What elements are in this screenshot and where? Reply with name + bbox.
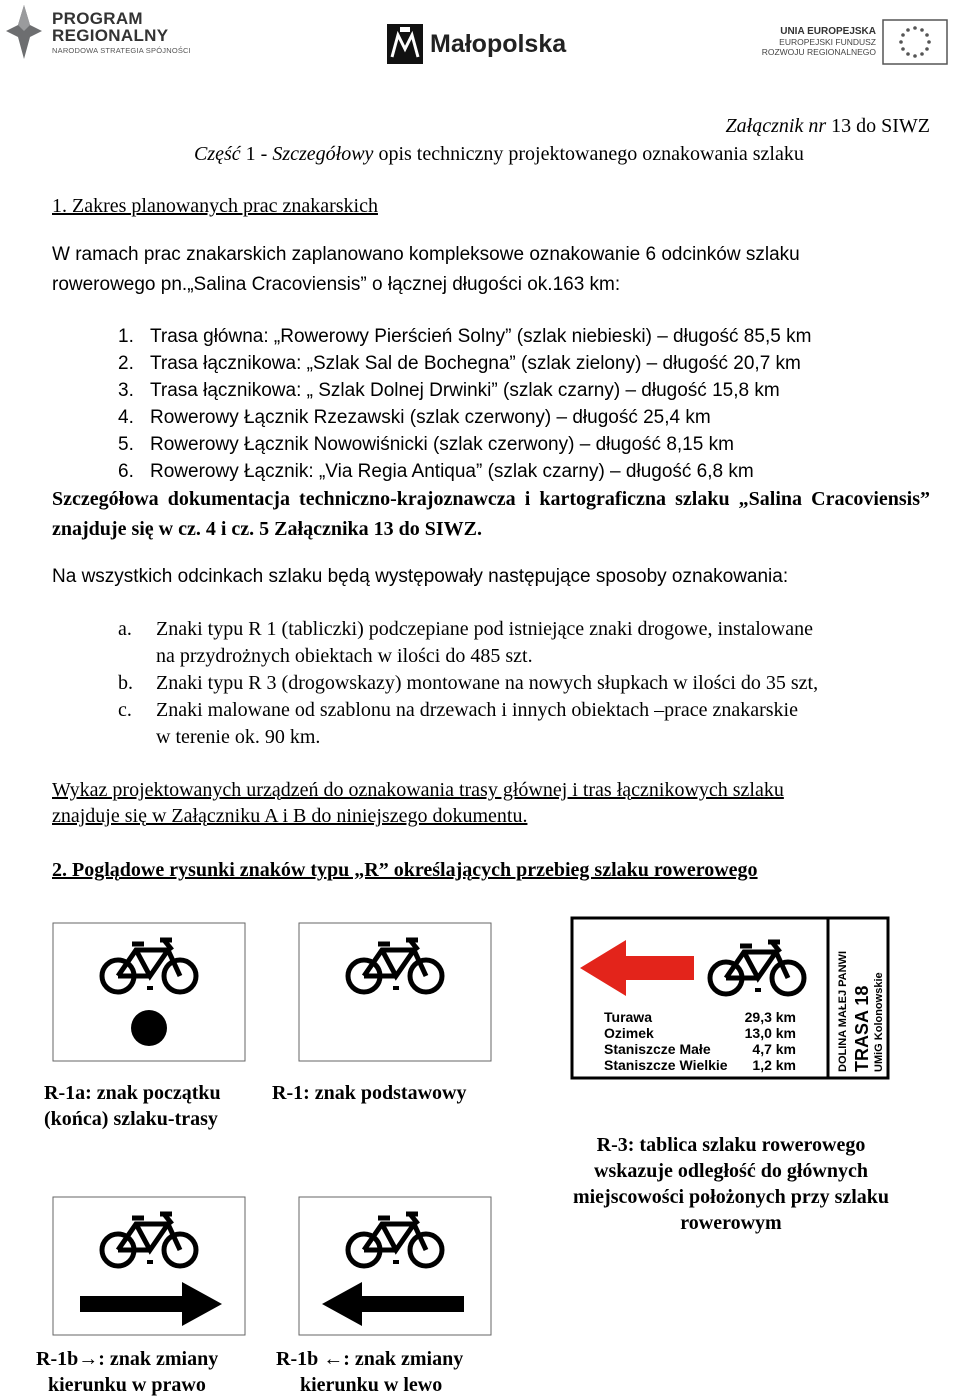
r3-dest-dist: 29,3 km xyxy=(744,1009,796,1025)
r3-board xyxy=(570,916,890,1080)
program-line2: REGIONALNY xyxy=(52,25,169,45)
r1b-right-line2: kierunku w prawo xyxy=(48,1374,206,1396)
r1b-left-caption xyxy=(276,1346,463,1398)
circle-icon xyxy=(131,1010,167,1046)
eu-logo xyxy=(762,16,948,68)
list-note-line2: znajduje się w Załączniku A i B do niniejszego dokumentu. xyxy=(52,805,528,827)
r1-caption: R-1: znak podstawowy xyxy=(272,1082,467,1104)
r3-side-line2: TRASA 18 xyxy=(852,985,872,1072)
methods-intro: Na wszystkich odcinkach szlaku będą występowały następujące sposoby oznakowania: xyxy=(52,566,789,587)
part-d: opis techniczny projektowanego oznakowania szlaku xyxy=(373,143,804,165)
annex-title xyxy=(726,114,930,138)
r3-dest-name: Turawa xyxy=(604,1009,652,1025)
program-regionalny-logo xyxy=(4,2,214,62)
r3-caption xyxy=(546,1132,916,1236)
arrow-right-glyph-icon: → xyxy=(78,1348,99,1370)
r1a-caption-line1: R-1a: znak początku xyxy=(44,1082,221,1104)
r3-caption-line2: wskazuje odległość do głównych xyxy=(594,1160,868,1182)
annex-rest: 13 do SIWZ xyxy=(826,115,930,137)
program-line1: PROGRAM xyxy=(52,8,143,28)
malopolska-crest-icon xyxy=(386,23,424,65)
part-title xyxy=(194,142,804,166)
r1-sign xyxy=(298,922,492,1062)
r1b-right-sign xyxy=(52,1196,246,1336)
r3-dest-dist: 1,2 km xyxy=(752,1057,796,1073)
part-c: Szczegółowy xyxy=(272,143,374,165)
r1b-left-sign xyxy=(298,1196,492,1336)
r3-dest-dist: 13,0 km xyxy=(744,1025,796,1041)
eu-line2: EUROPEJSKI FUNDUSZ xyxy=(779,36,876,47)
section2-heading: 2. Poglądowe rysunki znaków typu „R” określających przebieg szlaku rowerowego xyxy=(52,859,758,881)
part-a: Część xyxy=(194,143,241,165)
annex-italic: Załącznik nr xyxy=(725,115,827,137)
part-b: 1 - xyxy=(240,143,273,165)
r3-dest-name: Staniszcze Małe xyxy=(604,1041,711,1057)
r3-side-line3: UMiG Kolonowskie xyxy=(873,972,885,1072)
malopolska-logo xyxy=(386,22,566,66)
r3-dest-name: Ozimek xyxy=(604,1025,654,1041)
r1a-caption xyxy=(44,1080,221,1132)
r1b-left-label: R-1b xyxy=(276,1348,319,1370)
program-star-icon xyxy=(4,3,44,61)
list-note-line1: Wykaz projektowanych urządzeń do oznakowania trasy głównej i tras łącznikowych szlaku xyxy=(52,779,784,801)
r1b-right-label: R-1b xyxy=(36,1348,79,1370)
malopolska-text: Małopolska xyxy=(430,29,567,58)
intro-line2: rowerowego pn.„Salina Cracoviensis” o łącznej długości ok.163 km: xyxy=(52,274,621,295)
eu-line3: ROZWOJU REGIONALNEGO xyxy=(761,46,876,57)
section1-heading: 1. Zakres planowanych prac znakarskich xyxy=(52,195,378,217)
intro-line1: W ramach prac znakarskich zaplanowano kompleksowe oznakowanie 6 odcinków szlaku xyxy=(52,244,800,265)
r1a-caption-line2: (końca) szlaku-trasy xyxy=(44,1108,218,1130)
r1a-sign xyxy=(52,922,246,1062)
r1b-right-rest: : znak zmiany xyxy=(98,1348,219,1370)
r3-dest-dist: 4,7 km xyxy=(752,1041,796,1057)
eu-flag-icon xyxy=(882,19,948,65)
eu-line1: UNIA EUROPEJSKA xyxy=(780,26,876,38)
r3-dest-name: Staniszcze Wielkie xyxy=(604,1057,728,1073)
r3-side-line1: DOLINA MAŁEJ PANWI xyxy=(837,951,849,1072)
arrow-left-glyph-icon: ← xyxy=(323,1348,344,1370)
r1b-right-caption xyxy=(36,1346,218,1398)
r3-caption-line1: R-3: tablica szlaku rowerowego xyxy=(596,1134,866,1156)
doc-note: Szczegółowa dokumentacja techniczno-krajoznawcza i kartograficzna szlaku „Salina Cracoviensis” znajduje się w cz. 4 i cz. 5 Załącznika 13 do SIWZ. xyxy=(52,488,930,540)
r3-caption-line4: rowerowym xyxy=(680,1212,782,1234)
program-line3: NARODOWA STRATEGIA SPÓJNOŚCI xyxy=(52,45,191,55)
r3-caption-line3: miejscowości położonych przy szlaku xyxy=(572,1186,890,1208)
r1b-left-line2: kierunku w lewo xyxy=(300,1374,443,1396)
r1b-left-rest: : znak zmiany xyxy=(343,1348,464,1370)
